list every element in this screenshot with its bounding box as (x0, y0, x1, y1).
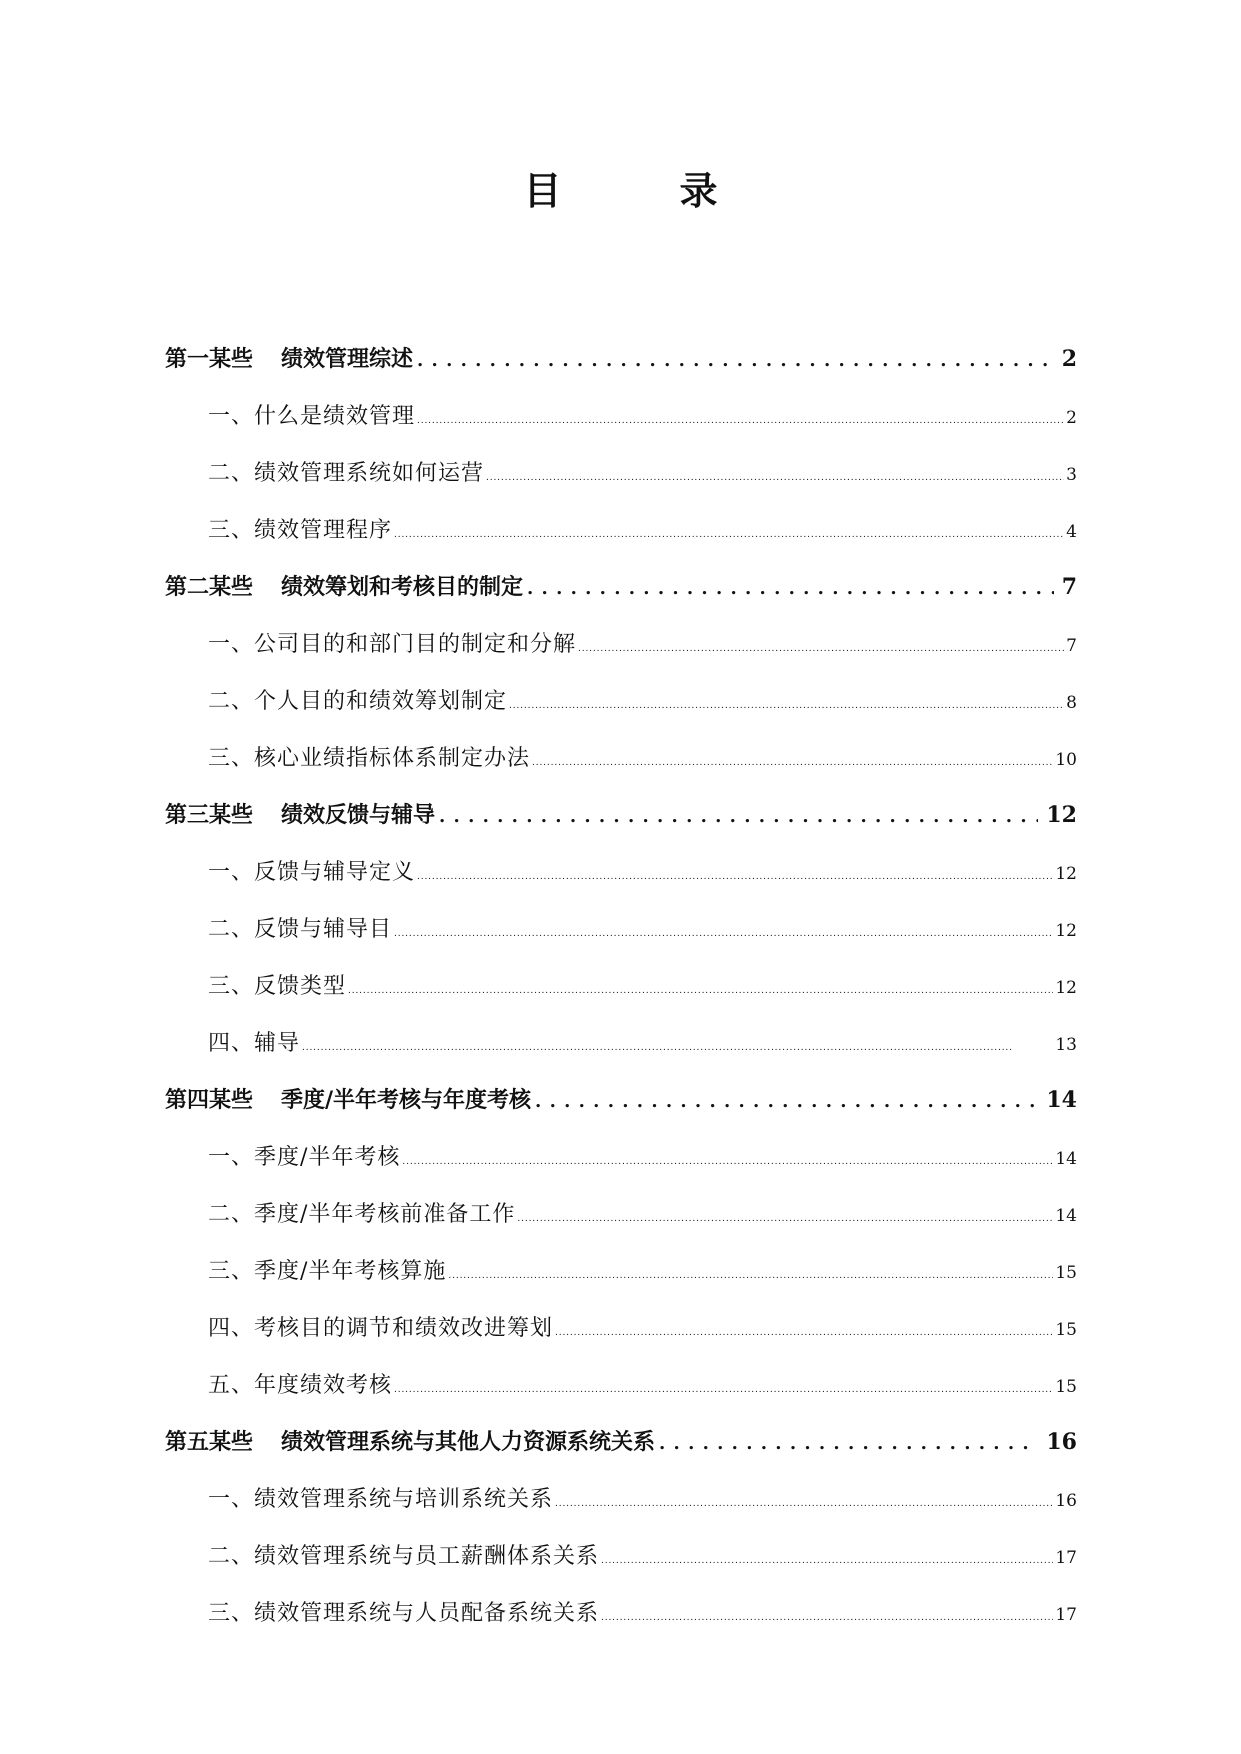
toc-page-number: 2 (1061, 346, 1077, 372)
toc-page-number: 14 (1046, 1087, 1077, 1113)
toc-dot-leader (601, 1613, 1053, 1623)
toc-section-title: 五、年度绩效考核 (208, 1373, 393, 1398)
toc-dot-leader (509, 701, 1064, 711)
toc-part-number: 第二某些 (165, 574, 254, 600)
toc-part-number: 第四某些 (165, 1087, 254, 1113)
toc-section-title: 一、季度/半年考核 (208, 1145, 401, 1170)
toc-dot-leader (659, 1433, 1038, 1454)
toc-dot-leader (555, 1499, 1053, 1509)
toc-dot-leader (394, 929, 1053, 939)
toc-page-number: 4 (1066, 522, 1077, 542)
toc-part-title: 季度/半年考核与年度考核 (281, 1087, 532, 1113)
toc-section-entry[interactable] (165, 456, 1077, 513)
toc-section-entry[interactable] (165, 912, 1077, 969)
toc-section-title: 三、反馈类型 (208, 974, 347, 999)
toc-section-entry[interactable] (165, 1368, 1077, 1425)
toc-dot-leader (417, 350, 1054, 371)
toc-section-title: 一、公司目的和部门目的制定和分解 (208, 632, 577, 657)
toc-section-entry[interactable] (165, 1140, 1077, 1197)
toc-part-entry[interactable] (165, 1425, 1077, 1482)
toc-page-number: 7 (1061, 574, 1077, 600)
toc-part-entry[interactable] (165, 570, 1077, 627)
toc-page-number: 15 (1055, 1320, 1077, 1340)
toc-section-entry[interactable] (165, 969, 1077, 1026)
toc-section-entry[interactable] (165, 684, 1077, 741)
toc-page-number: 16 (1046, 1429, 1077, 1455)
toc-part-title: 绩效反馈与辅导 (281, 802, 436, 828)
toc-section-entry[interactable] (165, 1311, 1077, 1368)
toc-part-title: 绩效筹划和考核目的制定 (281, 574, 524, 600)
toc-dot-leader (555, 1328, 1053, 1338)
toc-page-number: 15 (1055, 1377, 1077, 1397)
toc-section-title: 二、绩效管理系统与员工薪酬体系关系 (208, 1544, 600, 1569)
toc-section-entry[interactable] (165, 1539, 1077, 1596)
toc-part-number: 第五某些 (165, 1429, 254, 1455)
toc-section-title: 一、反馈与辅导定义 (208, 860, 416, 885)
toc-dot-leader (535, 1091, 1038, 1112)
toc-part-entry[interactable] (165, 798, 1077, 855)
toc-section-title: 二、绩效管理系统如何运营 (208, 461, 485, 486)
toc-page-number: 16 (1055, 1491, 1077, 1511)
toc-section-title: 三、核心业绩指标体系制定办法 (208, 746, 531, 771)
toc-list (165, 342, 1077, 1653)
toc-page-number: 15 (1055, 1263, 1077, 1283)
toc-part-number: 第三某些 (165, 802, 254, 828)
toc-page-number: 13 (1055, 1035, 1077, 1055)
toc-page-number: 3 (1066, 465, 1077, 485)
toc-section-title: 三、绩效管理程序 (208, 518, 393, 543)
toc-page-number: 12 (1055, 921, 1077, 941)
toc-dot-leader (527, 578, 1054, 599)
toc-page-number: 10 (1055, 750, 1077, 770)
toc-part-entry[interactable] (165, 1083, 1077, 1140)
toc-page-number: 14 (1055, 1149, 1077, 1169)
toc-title: 目 录 (523, 168, 758, 213)
toc-dot-leader (578, 644, 1064, 654)
toc-section-entry[interactable] (165, 1596, 1077, 1653)
toc-part-label (165, 1425, 655, 1456)
toc-page-number: 7 (1066, 636, 1077, 656)
toc-section-entry[interactable] (165, 1026, 1077, 1083)
toc-dot-leader (439, 806, 1038, 827)
toc-dot-leader (532, 758, 1053, 768)
toc-part-label (165, 798, 435, 829)
toc-section-entry[interactable] (165, 513, 1077, 570)
toc-dot-leader (486, 473, 1064, 483)
toc-page-number: 17 (1055, 1548, 1077, 1568)
toc-dot-leader (417, 416, 1064, 426)
toc-section-entry[interactable] (165, 855, 1077, 912)
toc-section-entry[interactable] (165, 741, 1077, 798)
toc-page-number: 17 (1055, 1605, 1077, 1625)
toc-dot-leader (394, 1385, 1053, 1395)
toc-dot-leader (302, 1043, 1053, 1053)
toc-dot-leader (417, 872, 1053, 882)
toc-section-title: 二、反馈与辅导目 (208, 917, 393, 942)
toc-part-entry[interactable] (165, 342, 1077, 399)
toc-page-number: 12 (1055, 864, 1077, 884)
toc-section-title: 四、考核目的调节和绩效改进筹划 (208, 1316, 554, 1341)
toc-section-title: 一、绩效管理系统与培训系统关系 (208, 1487, 554, 1512)
toc-dot-leader (394, 530, 1064, 540)
toc-page-number: 8 (1066, 693, 1077, 713)
toc-section-title: 四、辅导 (208, 1031, 301, 1056)
toc-section-title: 三、季度/半年考核算施 (208, 1259, 447, 1284)
toc-section-title: 一、什么是绩效管理 (208, 404, 416, 429)
toc-section-entry[interactable] (165, 1482, 1077, 1539)
toc-dot-leader (517, 1214, 1053, 1224)
toc-section-title: 三、绩效管理系统与人员配备系统关系 (208, 1601, 600, 1626)
toc-section-entry[interactable] (165, 399, 1077, 456)
toc-part-title: 绩效管理综述 (281, 346, 414, 372)
toc-section-entry[interactable] (165, 1197, 1077, 1254)
toc-part-title: 绩效管理系统与其他人力资源系统关系 (281, 1429, 656, 1455)
toc-section-entry[interactable] (165, 627, 1077, 684)
toc-part-label (165, 342, 413, 373)
toc-page-number: 12 (1046, 802, 1077, 828)
toc-section-title: 二、个人目的和绩效筹划制定 (208, 689, 508, 714)
toc-dot-leader (402, 1157, 1053, 1167)
toc-part-label (165, 570, 523, 601)
toc-page-number: 12 (1055, 978, 1077, 998)
toc-part-number: 第一某些 (165, 346, 254, 372)
toc-dot-leader (448, 1271, 1053, 1281)
toc-page-number: 14 (1055, 1206, 1077, 1226)
toc-dot-leader (601, 1556, 1053, 1566)
toc-dot-leader (348, 986, 1053, 996)
toc-part-label (165, 1083, 531, 1114)
toc-section-entry[interactable] (165, 1254, 1077, 1311)
toc-page-number: 2 (1066, 408, 1077, 428)
toc-section-title: 二、季度/半年考核前准备工作 (208, 1202, 516, 1227)
